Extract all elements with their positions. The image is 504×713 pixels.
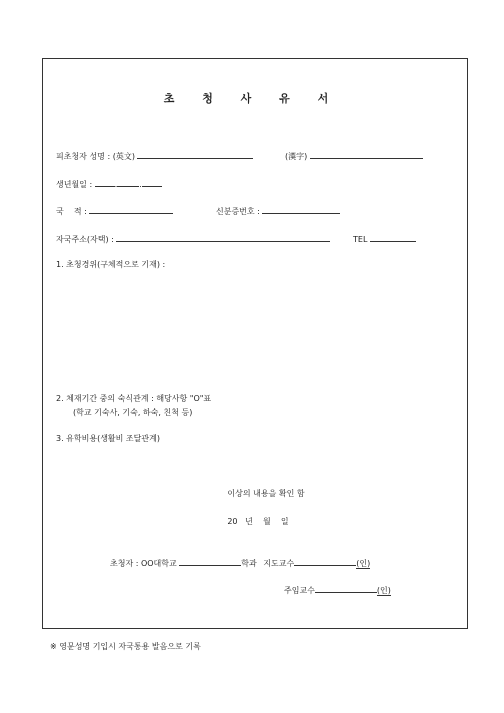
advisor-label: 지도교수: [263, 559, 295, 568]
tel-label: TEL: [353, 235, 368, 244]
section-lodging-options: (학교 기숙사, 기숙, 하숙, 친척 등): [73, 408, 193, 417]
name-english-field[interactable]: [137, 150, 253, 159]
confirm-statement: 이상의 내용을 확인 함: [227, 489, 305, 498]
birth-day-field[interactable]: [142, 178, 162, 187]
nationality-row: [56, 205, 173, 217]
nationality-field[interactable]: [89, 205, 173, 214]
advisor-field[interactable]: [294, 557, 356, 566]
section-lodging: 2. 체재기간 중의 숙식관계 : 해당사항 "O"표: [56, 394, 212, 403]
section-study-expenses: 3. 유학비용(생활비 조달관계): [56, 434, 160, 443]
address-field[interactable]: [116, 233, 330, 242]
id-number-label: 신분증번호 :: [216, 207, 260, 216]
birth-month-field[interactable]: [114, 178, 139, 189]
advisor-seal: (인): [356, 559, 371, 568]
footnote: ※ 영문성명 기입시 자국통용 발음으로 기록: [50, 642, 201, 651]
birth-separator: .: [114, 180, 118, 189]
id-row: [216, 205, 340, 217]
nationality-label: 국 적 :: [56, 207, 87, 216]
birth-separator: .: [139, 180, 142, 189]
main-professor-field[interactable]: [315, 584, 377, 593]
name-hanja-field[interactable]: [310, 150, 423, 159]
main-professor-row: [284, 584, 391, 596]
confirm-date: 20 년 월 일: [227, 517, 289, 526]
address-row: [56, 233, 330, 245]
birth-year-field[interactable]: [95, 178, 115, 187]
birth-label: 생년월일 :: [56, 180, 93, 189]
name-row: [56, 150, 253, 162]
name-hanja-label: (漢字): [285, 152, 308, 161]
birth-row: [56, 178, 162, 190]
document-frame: [42, 58, 468, 629]
name-hanja-row: [285, 150, 423, 162]
department-label: 학과: [241, 559, 257, 568]
address-label: 자국주소(자택) :: [56, 235, 114, 244]
main-professor-seal: (인): [376, 586, 391, 595]
name-label: 피초청자 성명 : (英文): [56, 152, 135, 161]
tel-row: [353, 233, 416, 245]
department-field[interactable]: [179, 557, 241, 566]
main-professor-label: 주임교수: [284, 586, 315, 595]
inviter-label: 초청자 : OO대학교: [110, 559, 177, 568]
inviter-row: [110, 557, 370, 569]
id-number-field[interactable]: [262, 205, 340, 214]
section-invitation-reason: 1. 초청경위(구체적으로 기재) :: [56, 260, 166, 269]
tel-field[interactable]: [370, 233, 416, 242]
document-title: 초 청 사 유 서: [163, 92, 341, 105]
